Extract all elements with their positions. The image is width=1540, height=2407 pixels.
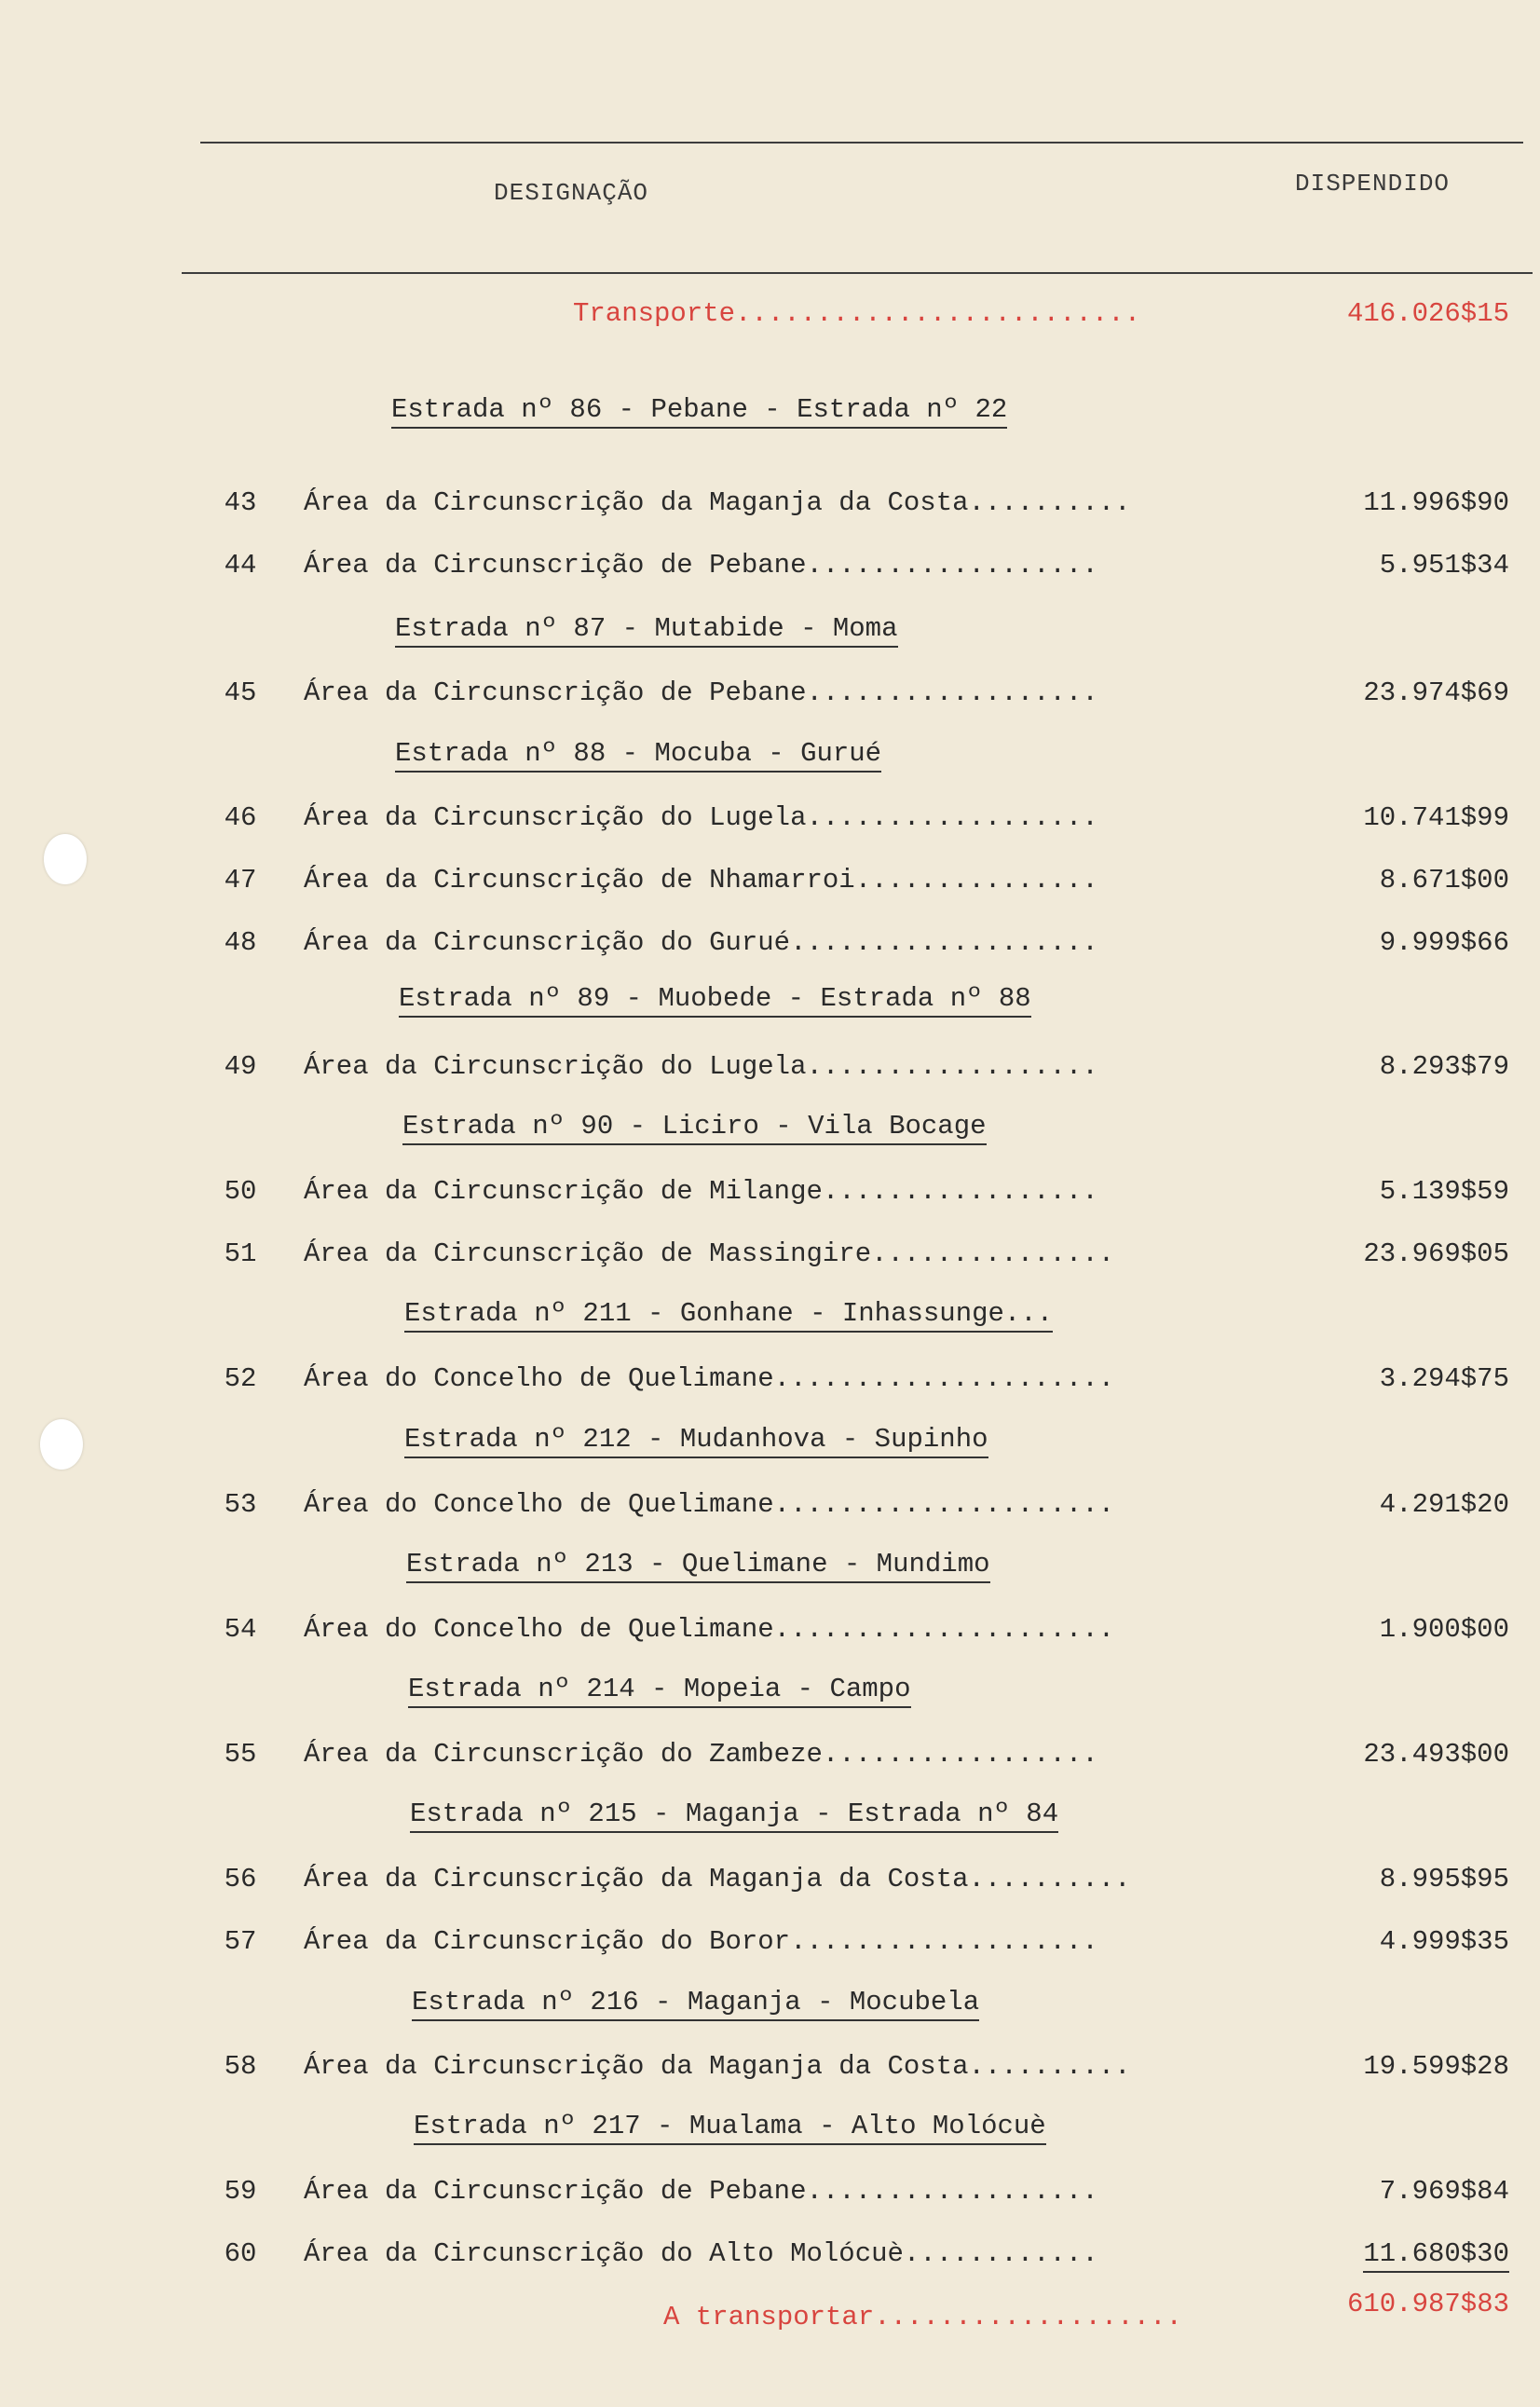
road-heading: Estrada nº 86 - Pebane - Estrada nº 22 bbox=[391, 394, 1007, 429]
entry-row bbox=[214, 1238, 1509, 1276]
entry-number: 46 bbox=[224, 802, 257, 833]
entry-description: Área do Concelho de Quelimane..................... bbox=[304, 1363, 1115, 1394]
entry-row bbox=[214, 677, 1509, 715]
entry-number: 47 bbox=[224, 865, 257, 896]
entry-row bbox=[214, 927, 1509, 964]
carried-in-amount: 416.026$15 bbox=[1346, 298, 1509, 329]
entry-row bbox=[214, 2176, 1509, 2213]
entry-amount: 19.599$28 bbox=[1363, 2051, 1509, 2082]
entry-row bbox=[214, 1739, 1509, 1776]
entry-description: Área do Concelho de Quelimane..................... bbox=[304, 1614, 1115, 1645]
road-heading: Estrada nº 90 - Liciro - Vila Bocage bbox=[402, 1111, 987, 1145]
entry-description: Área da Circunscrição do Gurué................... bbox=[304, 927, 1098, 958]
entry-amount: 23.493$00 bbox=[1363, 1739, 1509, 1770]
entry-description: Área da Circunscrição da Maganja da Costa.......... bbox=[304, 2051, 1131, 2082]
entry-amount: 4.291$20 bbox=[1379, 1489, 1509, 1520]
entry-amount: 8.671$00 bbox=[1379, 865, 1509, 896]
entry-description: Área da Circunscrição da Maganja da Costa.......... bbox=[304, 1864, 1131, 1894]
road-heading: Estrada nº 87 - Mutabide - Moma bbox=[395, 613, 898, 648]
entry-number: 59 bbox=[224, 2176, 257, 2207]
entry-number: 52 bbox=[224, 1363, 257, 1394]
designation-header: DESIGNAÇÃO bbox=[494, 179, 649, 207]
entry-number: 44 bbox=[224, 550, 257, 581]
entry-amount: 8.293$79 bbox=[1379, 1051, 1509, 1082]
entry-row bbox=[214, 865, 1509, 902]
entry-amount: 5.139$59 bbox=[1379, 1176, 1509, 1207]
entry-amount: 3.294$75 bbox=[1379, 1363, 1509, 1394]
entry-description: Área da Circunscrição de Massingire............... bbox=[304, 1238, 1115, 1269]
entry-row bbox=[214, 1864, 1509, 1901]
entry-amount: 23.974$69 bbox=[1363, 677, 1509, 708]
entry-number: 56 bbox=[224, 1864, 257, 1894]
entry-row bbox=[214, 550, 1509, 587]
entry-amount: 9.999$66 bbox=[1379, 927, 1509, 958]
entry-row bbox=[214, 1614, 1509, 1651]
entry-number: 60 bbox=[224, 2238, 257, 2269]
road-heading: Estrada nº 211 - Gonhane - Inhassunge... bbox=[404, 1298, 1053, 1333]
entry-row bbox=[214, 2238, 1509, 2276]
entry-amount: 4.999$35 bbox=[1379, 1926, 1509, 1957]
entry-amount: 11.996$90 bbox=[1363, 487, 1509, 518]
entry-amount: 7.969$84 bbox=[1379, 2176, 1509, 2207]
carried-in-row bbox=[214, 298, 1509, 335]
entry-number: 51 bbox=[224, 1238, 257, 1269]
carried-out-row bbox=[214, 2289, 1509, 2339]
entry-description: Área da Circunscrição de Nhamarroi............... bbox=[304, 865, 1098, 896]
entry-amount: 23.969$05 bbox=[1363, 1238, 1509, 1269]
entry-description: Área da Circunscrição de Pebane.................. bbox=[304, 550, 1098, 581]
entry-row bbox=[214, 802, 1509, 840]
header-top-rule bbox=[200, 142, 1523, 144]
entry-number: 55 bbox=[224, 1739, 257, 1770]
road-heading: Estrada nº 89 - Muobede - Estrada nº 88 bbox=[399, 983, 1031, 1018]
entry-description: Área da Circunscrição do Boror................... bbox=[304, 1926, 1098, 1957]
entry-amount: 5.951$34 bbox=[1379, 550, 1509, 581]
carried-out-amount: 610.987$83 bbox=[1346, 2289, 1509, 2319]
entry-amount: 8.995$95 bbox=[1379, 1864, 1509, 1894]
entry-amount: 11.680$30 bbox=[1363, 2238, 1509, 2273]
entry-description: Área da Circunscrição do Zambeze................. bbox=[304, 1739, 1098, 1770]
entry-row bbox=[214, 1489, 1509, 1526]
entry-number: 48 bbox=[224, 927, 257, 958]
entry-description: Área da Circunscrição de Pebane.................. bbox=[304, 677, 1098, 708]
road-heading: Estrada nº 215 - Maganja - Estrada nº 84 bbox=[410, 1798, 1058, 1833]
header-bottom-rule bbox=[182, 272, 1533, 274]
entry-description: Área da Circunscrição do Lugela.................. bbox=[304, 1051, 1098, 1082]
road-heading: Estrada nº 213 - Quelimane - Mundimo bbox=[406, 1549, 990, 1583]
entry-number: 50 bbox=[224, 1176, 257, 1207]
spent-header: DISPENDIDO bbox=[1295, 170, 1451, 198]
entry-row bbox=[214, 1363, 1509, 1401]
entry-number: 49 bbox=[224, 1051, 257, 1082]
entry-amount: 1.900$00 bbox=[1379, 1614, 1509, 1645]
entry-description: Área da Circunscrição de Pebane.................. bbox=[304, 2176, 1098, 2207]
road-heading: Estrada nº 212 - Mudanhova - Supinho bbox=[404, 1424, 988, 1458]
road-heading: Estrada nº 88 - Mocuba - Gurué bbox=[395, 738, 881, 773]
entry-description: Área da Circunscrição do Alto Molócuè............ bbox=[304, 2238, 1098, 2269]
entry-number: 45 bbox=[224, 677, 257, 708]
entry-number: 58 bbox=[224, 2051, 257, 2082]
entry-row bbox=[214, 1051, 1509, 1088]
entry-number: 53 bbox=[224, 1489, 257, 1520]
entry-amount: 10.741$99 bbox=[1363, 802, 1509, 833]
entry-description: Área da Circunscrição da Maganja da Costa.......... bbox=[304, 487, 1131, 518]
entry-row bbox=[214, 487, 1509, 525]
entry-number: 43 bbox=[224, 487, 257, 518]
road-heading: Estrada nº 217 - Mualama - Alto Molócuè bbox=[414, 2111, 1046, 2145]
punch-hole-bottom bbox=[40, 1419, 83, 1470]
carried-out-label: A transportar................... bbox=[663, 2302, 1182, 2332]
entry-row bbox=[214, 1176, 1509, 1213]
entry-number: 57 bbox=[224, 1926, 257, 1957]
entry-row bbox=[214, 1926, 1509, 1963]
entry-description: Área da Circunscrição do Lugela.................. bbox=[304, 802, 1098, 833]
road-heading: Estrada nº 214 - Mopeia - Campo bbox=[408, 1674, 911, 1708]
carried-in-label: Transporte......................... bbox=[573, 298, 1141, 329]
entry-row bbox=[214, 2051, 1509, 2088]
punch-hole-top bbox=[44, 834, 87, 884]
entry-description: Área da Circunscrição de Milange................. bbox=[304, 1176, 1098, 1207]
entry-number: 54 bbox=[224, 1614, 257, 1645]
road-heading: Estrada nº 216 - Maganja - Mocubela bbox=[412, 1987, 979, 2021]
entry-description: Área do Concelho de Quelimane..................... bbox=[304, 1489, 1115, 1520]
